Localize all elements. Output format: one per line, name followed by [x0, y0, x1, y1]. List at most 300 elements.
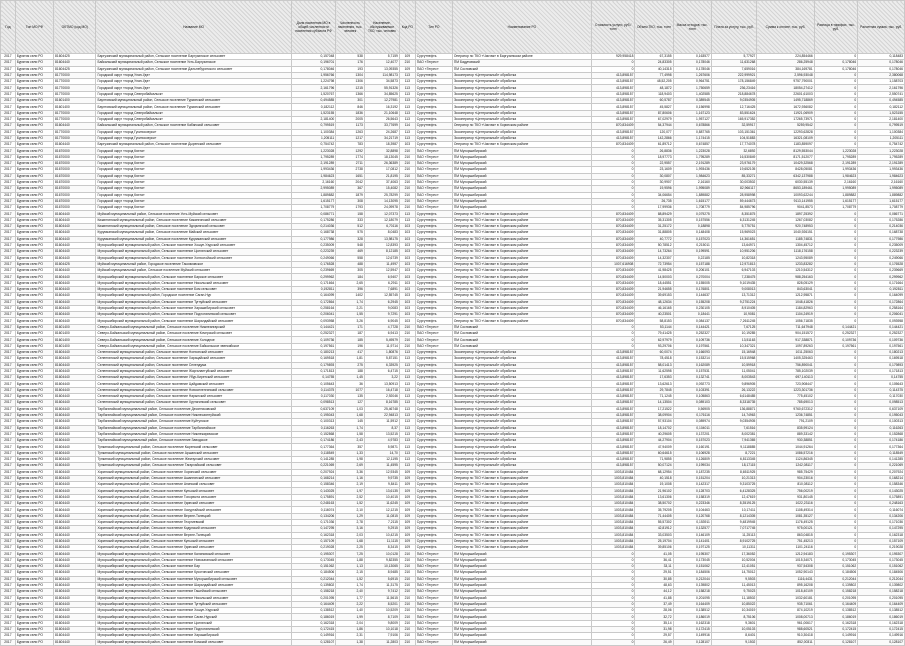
table-cell[interactable]: 0 [814, 444, 858, 450]
table-cell[interactable]: Экооператор «Центральный» обработка [452, 375, 591, 381]
table-cell[interactable]: 1,993436 [814, 167, 858, 173]
table-cell[interactable]: 8428,05081 [757, 167, 814, 173]
table-cell[interactable]: 1793 [336, 205, 365, 211]
table-cell[interactable]: 7,9106 [364, 633, 399, 639]
table-cell[interactable]: Сургутнефть [415, 123, 452, 129]
table-cell[interactable]: Сургутнефть [415, 381, 452, 387]
table-cell[interactable]: 0,252327 [291, 331, 336, 337]
table-cell[interactable]: Сургутнефть [415, 91, 452, 97]
table-cell[interactable]: 0,138512 [291, 608, 336, 614]
table-cell[interactable]: 961,00617 [757, 620, 814, 626]
table-cell[interactable]: 12,07373 [364, 211, 399, 217]
table-cell[interactable]: 0,186019 [814, 614, 858, 620]
table-cell[interactable]: 2017 [1, 280, 16, 286]
table-cell[interactable]: 413,898157 [591, 444, 635, 450]
table-cell[interactable]: 103 [399, 224, 415, 230]
table-cell[interactable]: 13,61306 [635, 494, 673, 500]
table-cell[interactable]: 0,182112 [858, 104, 905, 110]
table-cell[interactable]: 81670000 [54, 154, 96, 160]
table-cell[interactable]: Бурятия сели РО [15, 438, 53, 444]
table-cell[interactable]: Баргузинский муниципальный район, Сельское поселение Дальнебурятского сельсовет [96, 66, 291, 72]
table-cell[interactable]: 756,00219 [757, 488, 814, 494]
table-cell[interactable]: 2017 [1, 186, 16, 192]
table-cell[interactable]: 1,81 [336, 356, 365, 362]
table-cell[interactable]: 357 [336, 444, 365, 450]
table-cell[interactable]: 870,834409 [591, 293, 635, 299]
table-cell[interactable]: 26,13222 [711, 387, 757, 393]
table-cell[interactable]: Бурятия сели РО [15, 236, 53, 242]
table-cell[interactable]: 0,106928 [673, 450, 711, 456]
table-cell[interactable]: 109 [399, 494, 415, 500]
table-cell[interactable]: 5259,9542 [757, 123, 814, 129]
table-cell[interactable]: 0,139802 [814, 582, 858, 588]
table-cell[interactable]: ПМ Сосновский [452, 324, 591, 330]
table-cell[interactable]: Оператор по ТКО «Чистая» в Хоринском районе [452, 236, 591, 242]
table-cell[interactable]: Муйский муниципальный район, Городское поселение Таксимовское [96, 261, 291, 267]
table-cell[interactable]: Бурятия сели РО [15, 331, 53, 337]
table-cell[interactable]: 9,2915 [364, 526, 399, 532]
table-cell[interactable]: 0 [814, 368, 858, 374]
table-cell[interactable]: 14,361651 [711, 236, 757, 242]
table-cell[interactable]: 413,898157 [591, 368, 635, 374]
table-cell[interactable]: 0,158218 [291, 589, 336, 595]
table-cell[interactable]: Мухоршибирский муниципальный район, Городское поселение Саган-Нур [96, 293, 291, 299]
table-cell[interactable]: 1,615177 [291, 198, 336, 204]
table-cell[interactable]: 0 [814, 450, 858, 456]
table-cell[interactable]: 0,128703 [673, 488, 711, 494]
table-cell[interactable]: 3,26 [336, 318, 365, 324]
table-cell[interactable]: Оператор по ТКО «Чистая» в Хоринском районе [452, 526, 591, 532]
table-cell[interactable]: ПМ Мухоршибирский [452, 627, 591, 633]
table-cell[interactable]: 113 [399, 457, 415, 463]
table-cell[interactable]: Бурятия сели РО [15, 368, 53, 374]
table-cell[interactable]: 8129,553044 [757, 148, 814, 154]
table-cell[interactable]: 0 [591, 192, 635, 198]
table-cell[interactable]: 413,898157 [591, 110, 635, 116]
table-cell[interactable]: 2017 [1, 85, 16, 91]
table-cell[interactable]: 1108,49314 [757, 507, 814, 513]
table-cell[interactable]: 81604440 [54, 236, 96, 242]
table-cell[interactable]: 1304,45712 [757, 242, 814, 248]
table-cell[interactable]: 18054,27412 [757, 85, 814, 91]
table-cell[interactable]: 0,171813 [291, 368, 336, 374]
table-cell[interactable]: 413,898157 [591, 85, 635, 91]
column-header[interactable]: Сумма к оплате, тыс. руб. [757, 1, 814, 54]
table-cell[interactable]: Городской округ «город Северобайкальск» [96, 91, 291, 97]
table-cell[interactable]: 0,109736 [291, 337, 336, 343]
table-cell[interactable]: 6,4128325 [711, 488, 757, 494]
table-cell[interactable]: 0,118549 [858, 450, 905, 456]
table-cell[interactable]: 1,995089 [858, 186, 905, 192]
table-cell[interactable]: Хоринский муниципальный район, Сельское поселение Верхне-Талецкий [96, 532, 291, 538]
table-cell[interactable]: Тункинский муниципальный район, Сельское поселение Кыренский сельсовет [96, 444, 291, 450]
table-cell[interactable]: 0,197125 [673, 545, 711, 551]
table-cell[interactable]: Оператор по ТКО «Чистая» в Хоринском районе [452, 501, 591, 507]
table-cell[interactable]: 113 [399, 375, 415, 381]
table-cell[interactable]: Северо-Байкальский муниципальный район, Сельское поселение Кичерский сельсовет [96, 331, 291, 337]
table-cell[interactable]: Северо-Байкальский муниципальный район, Сельское поселение Нижнеангарский [96, 324, 291, 330]
table-cell[interactable]: 0,157556 [673, 217, 711, 223]
table-cell[interactable]: 0 [591, 627, 635, 633]
table-cell[interactable]: Мухоршибирский муниципальный район, Сельское поселение Бом сельсовет [96, 286, 291, 292]
table-cell[interactable]: 11,5912 [364, 419, 399, 425]
table-cell[interactable]: 1,708779 [673, 205, 711, 211]
table-cell[interactable]: Тарбагатайский муниципальный район, Сельское поселение Нижнежиримское [96, 431, 291, 437]
table-cell[interactable]: 113 [399, 444, 415, 450]
table-cell[interactable]: Городской округ «город Кяхта» [96, 198, 291, 204]
table-cell[interactable]: 0 [814, 110, 858, 116]
table-cell[interactable]: Бурятия сели РО [15, 501, 53, 507]
table-cell[interactable]: 224,854466 [757, 54, 814, 60]
table-cell[interactable]: 21,96102 [635, 488, 673, 494]
table-cell[interactable]: 236,23416 [711, 85, 757, 91]
table-cell[interactable]: 723,908447 [757, 381, 814, 387]
table-cell[interactable]: 22601,61003 [757, 91, 814, 97]
table-cell[interactable]: 23,1609 [635, 167, 673, 173]
table-cell[interactable]: Сургутнефть [415, 425, 452, 431]
table-cell[interactable]: 0,172864 [291, 299, 336, 305]
table-cell[interactable]: 0 [591, 343, 635, 349]
table-cell[interactable]: 1,16 [336, 475, 365, 481]
column-header[interactable]: Код РО [399, 1, 415, 54]
table-cell[interactable]: 0 [591, 60, 635, 66]
table-cell[interactable]: Мухоршибирский муниципальный район, Сельское поселение Новозаганский сельсовет [96, 557, 291, 563]
table-cell[interactable]: 2017 [1, 305, 16, 311]
table-cell[interactable]: 785,69013 [757, 400, 814, 406]
table-cell[interactable]: 14,32307 [635, 255, 673, 261]
table-cell[interactable]: 8,3519125 [711, 501, 757, 507]
table-cell[interactable]: 985,75429 [757, 469, 814, 475]
table-cell[interactable]: 413,898157 [591, 349, 635, 355]
table-cell[interactable]: 2017 [1, 154, 16, 160]
table-cell[interactable]: 1,750659 [673, 85, 711, 91]
table-cell[interactable]: 0 [814, 217, 858, 223]
table-cell[interactable]: 185 [336, 337, 365, 343]
table-cell[interactable]: Бурятия сели РО [15, 337, 53, 343]
table-cell[interactable]: ПМ Сосновский [452, 66, 591, 72]
table-cell[interactable]: 0,120768 [673, 513, 711, 519]
table-cell[interactable]: Городской округ «город Кяхта» [96, 173, 291, 179]
table-cell[interactable]: 2017 [1, 412, 16, 418]
table-cell[interactable]: Бурятия сели РО [15, 161, 53, 167]
table-cell[interactable]: Сургутнефть [415, 469, 452, 475]
table-cell[interactable]: Сургутнефть [415, 450, 452, 456]
table-cell[interactable]: Бурятия сели РО [15, 419, 53, 425]
table-cell[interactable]: 85,33271 [711, 173, 757, 179]
table-cell[interactable]: 0 [591, 589, 635, 595]
column-header[interactable]: Разница в тарифах, тыс. руб. [814, 1, 858, 54]
table-cell[interactable]: Мухоршибирский муниципальный район, Сельское поселение Хошун-Узурский [96, 608, 291, 614]
table-cell[interactable]: Бурятия сели РО [15, 469, 53, 475]
table-cell[interactable]: 0,799519 [858, 123, 905, 129]
table-cell[interactable]: 0 [814, 135, 858, 141]
table-cell[interactable]: 14,13504 [635, 400, 673, 406]
table-cell[interactable]: 1,708779 [858, 205, 905, 211]
table-cell[interactable]: 54,37944 [635, 123, 673, 129]
table-cell[interactable]: Мухоршибирский муниципальный район, Сельское поселение Харашибирский [96, 633, 291, 639]
table-cell[interactable]: 2017 [1, 148, 16, 154]
table-cell[interactable]: Бурятия сели РО [15, 104, 53, 110]
table-cell[interactable]: 0,197561 [291, 343, 336, 349]
table-cell[interactable]: 0,128107 [814, 639, 858, 645]
table-cell[interactable]: 9,1502 [711, 639, 757, 645]
table-cell[interactable]: 2,21 [336, 305, 365, 311]
table-cell[interactable]: 82,966117 [711, 186, 757, 192]
table-cell[interactable]: 0,143025 [858, 488, 905, 494]
table-cell[interactable]: 9,7291 [364, 312, 399, 318]
table-cell[interactable]: 863,04815 [757, 532, 814, 538]
table-cell[interactable]: 88,89429 [635, 211, 673, 217]
table-cell[interactable]: 0,182112 [291, 104, 336, 110]
table-cell[interactable]: 1,68 [336, 538, 365, 544]
table-cell[interactable]: 0,158346 [858, 482, 905, 488]
table-cell[interactable]: 2017 [1, 230, 16, 236]
table-cell[interactable]: 81604440 [54, 142, 96, 148]
table-cell[interactable]: 0,637109 [291, 406, 336, 412]
table-cell[interactable]: 0,186019 [673, 614, 711, 620]
table-cell[interactable]: 103 [399, 255, 415, 261]
table-cell[interactable]: 2017 [1, 576, 16, 582]
table-cell[interactable]: 81604440 [54, 400, 96, 406]
table-cell[interactable]: 1040,926151 [757, 230, 814, 236]
table-cell[interactable]: 0 [591, 595, 635, 601]
table-cell[interactable]: 0,179893 [858, 362, 905, 368]
table-cell[interactable]: 109 [399, 475, 415, 481]
table-cell[interactable]: 10,82318 [711, 255, 757, 261]
table-cell[interactable]: 210 [399, 173, 415, 179]
table-cell[interactable]: 81604440 [54, 242, 96, 248]
table-cell[interactable]: 0,168738 [858, 230, 905, 236]
table-cell[interactable]: Экооператор «Центральный» обработка [452, 368, 591, 374]
table-cell[interactable]: 0,258164 [858, 305, 905, 311]
table-cell[interactable]: 0,184506 [291, 570, 336, 576]
table-cell[interactable]: Сургутнефть [415, 545, 452, 551]
table-cell[interactable]: 9,008013 [711, 286, 757, 292]
table-cell[interactable]: 0,144421 [673, 324, 711, 330]
table-cell[interactable]: 15,16948 [711, 349, 757, 355]
table-cell[interactable]: Сургутнефть [415, 532, 452, 538]
table-cell[interactable]: Бурятия сели РО [15, 261, 53, 267]
table-cell[interactable]: 12,716425 [711, 104, 757, 110]
table-cell[interactable]: Муйский муниципальный район, Сельское поселение Муйский сельсовет [96, 268, 291, 274]
table-cell[interactable]: 413,898157 [591, 400, 635, 406]
table-cell[interactable]: 31,25172 [635, 224, 673, 230]
table-cell[interactable]: 8,3415 [364, 545, 399, 551]
table-cell[interactable]: Мухоршибирский муниципальный район, Сельское поселение Тугнуйский сельсовет [96, 299, 291, 305]
table-cell[interactable]: 16,530849 [711, 154, 757, 160]
table-cell[interactable]: 2,161796 [291, 85, 336, 91]
table-cell[interactable]: 0,178046 [673, 66, 711, 72]
table-cell[interactable]: 18,17115 [711, 463, 757, 469]
table-cell[interactable]: 0,299962 [291, 274, 336, 280]
table-cell[interactable]: 0 [814, 482, 858, 488]
table-cell[interactable]: 0 [814, 438, 858, 444]
table-cell[interactable]: 81604440 [54, 438, 96, 444]
column-header[interactable]: Название МО [96, 1, 291, 54]
table-cell[interactable]: 2017 [1, 349, 16, 355]
table-cell[interactable]: 2017 [1, 79, 16, 85]
table-cell[interactable]: 25,78299 [364, 192, 399, 198]
table-cell[interactable]: 8653,189461 [757, 186, 814, 192]
table-cell[interactable]: 6,4715 [364, 368, 399, 374]
table-cell[interactable]: 2,191289 [858, 161, 905, 167]
table-cell[interactable]: 2017 [1, 507, 16, 513]
table-cell[interactable]: 113 [399, 104, 415, 110]
table-cell[interactable]: Бурятия сели РО [15, 299, 53, 305]
table-cell[interactable]: 17,99936 [635, 205, 673, 211]
table-cell[interactable]: 0,162318 [291, 620, 336, 626]
table-cell[interactable]: 11,9714 [364, 343, 399, 349]
table-cell[interactable]: 2,92046 [364, 394, 399, 400]
table-cell[interactable]: 1,523155 [291, 110, 336, 116]
table-cell[interactable]: 1,615177 [858, 198, 905, 204]
table-cell[interactable]: 14,70 [364, 450, 399, 456]
table-cell[interactable]: 19,1008 [635, 482, 673, 488]
table-cell[interactable]: 413,898157 [591, 394, 635, 400]
table-cell[interactable]: Сургутнефть [415, 217, 452, 223]
table-cell[interactable]: 1003,810484 [591, 475, 635, 481]
table-cell[interactable]: 9,9735 [364, 475, 399, 481]
table-cell[interactable]: 413,898157 [591, 438, 635, 444]
table-cell[interactable]: Сургутнефть [415, 457, 452, 463]
table-cell[interactable]: 72,73954 [635, 261, 673, 267]
table-cell[interactable]: 25,46748 [364, 406, 399, 412]
table-cell[interactable]: 113 [399, 425, 415, 431]
table-cell[interactable]: Бурятия сели РО [15, 318, 53, 324]
table-cell[interactable]: 910,30418 [757, 633, 814, 639]
table-cell[interactable]: 1,956766 [291, 72, 336, 78]
table-cell[interactable]: ПАО «Тегрес» [415, 582, 452, 588]
table-cell[interactable]: 0,754742 [858, 142, 905, 148]
table-cell[interactable]: 0,157188 [673, 261, 711, 267]
table-cell[interactable]: 0,157109 [858, 538, 905, 544]
table-cell[interactable]: Сургутнефть [415, 54, 452, 60]
table-cell[interactable]: 1292 [336, 148, 365, 154]
table-cell[interactable]: Бурятия сели РО [15, 532, 53, 538]
table-cell[interactable]: Бурятия сели РО [15, 186, 53, 192]
table-cell[interactable]: 81604440 [54, 375, 96, 381]
table-cell[interactable]: 103,151361 [711, 129, 757, 135]
table-cell[interactable]: 0 [591, 601, 635, 607]
table-cell[interactable]: ПАО «Тегрес» [415, 564, 452, 570]
table-cell[interactable]: 0 [591, 551, 635, 557]
table-cell[interactable]: 0,149916 [673, 633, 711, 639]
table-cell[interactable]: 1,38 [336, 639, 365, 645]
table-cell[interactable]: 0,146109 [673, 532, 711, 538]
table-cell[interactable]: 6,947103 [711, 268, 757, 274]
table-cell[interactable]: 1,889882 [291, 192, 336, 198]
column-header[interactable]: Доля населения МО в общей численности населения субъекта РФ [291, 1, 336, 54]
table-cell[interactable]: 57,93104 [635, 419, 673, 425]
table-cell[interactable]: 113 [399, 400, 415, 406]
table-cell[interactable]: 0 [591, 576, 635, 582]
table-cell[interactable]: 935,71061 [757, 601, 814, 607]
table-cell[interactable]: ПМ Сосновский [452, 331, 591, 337]
table-cell[interactable]: 7,61516 [711, 425, 757, 431]
table-cell[interactable]: Байкальский муниципальный район, Сельское поселение Усть-Баргузинское [96, 60, 291, 66]
table-cell[interactable]: 29,57 [635, 633, 673, 639]
table-cell[interactable]: 21,10648 [364, 110, 399, 116]
table-cell[interactable]: 81604440 [54, 431, 96, 437]
table-cell[interactable]: 113 [399, 381, 415, 387]
table-cell[interactable]: Сургутнефть [415, 431, 452, 437]
table-cell[interactable]: Бурятия сели РО [15, 444, 53, 450]
table-cell[interactable]: 413,898157 [591, 406, 635, 412]
table-cell[interactable]: 0,169518 [291, 356, 336, 362]
table-cell[interactable]: Бурятия сели РО [15, 324, 53, 330]
table-cell[interactable]: ПАО «Тегрес» [415, 186, 452, 192]
table-cell[interactable]: Сургутнефть [415, 286, 452, 292]
table-cell[interactable]: Мухоршибирский муниципальный район, Сельское поселение Харашибирский сельсовет [96, 305, 291, 311]
table-cell[interactable]: 40,29605 [635, 431, 673, 437]
table-cell[interactable]: 0,964751 [673, 79, 711, 85]
table-cell[interactable]: 1,984623 [673, 173, 711, 179]
table-cell[interactable]: 1,86 [336, 627, 365, 633]
table-cell[interactable]: Оператор по ТКО «Чистая» в Хоринском районе [452, 217, 591, 223]
table-cell[interactable]: 165,917352 [711, 116, 757, 122]
table-cell[interactable]: 113 [399, 412, 415, 418]
table-cell[interactable]: 0,141401 [673, 538, 711, 544]
table-cell[interactable]: 210 [399, 154, 415, 160]
table-cell[interactable]: 2017 [1, 564, 16, 570]
table-cell[interactable]: 79,41425 [635, 331, 673, 337]
table-cell[interactable]: 0 [814, 381, 858, 387]
table-cell[interactable]: 103 [399, 286, 415, 292]
table-cell[interactable]: 2017 [1, 375, 16, 381]
table-cell[interactable]: 0 [814, 129, 858, 135]
table-cell[interactable]: 0,212044 [814, 576, 858, 582]
table-cell[interactable]: 81604440 [54, 582, 96, 588]
table-cell[interactable]: 2,191289 [291, 161, 336, 167]
table-cell[interactable]: 10,11311 [711, 545, 757, 551]
table-cell[interactable]: 0 [591, 154, 635, 160]
table-cell[interactable]: 1,80876 [364, 349, 399, 355]
table-cell[interactable]: 2017 [1, 337, 16, 343]
table-cell[interactable]: 0 [814, 375, 858, 381]
table-cell[interactable]: 0,158218 [673, 589, 711, 595]
table-cell[interactable]: 1,40 [336, 608, 365, 614]
table-cell[interactable]: 103 [399, 274, 415, 280]
table-cell[interactable]: 0,178046 [814, 60, 858, 66]
table-cell[interactable]: 0,168214 [291, 475, 336, 481]
table-cell[interactable]: 10,21313 [711, 475, 757, 481]
table-cell[interactable]: 46,16165 [635, 305, 673, 311]
table-cell[interactable]: 210 [399, 614, 415, 620]
table-cell[interactable]: 413,898157 [591, 381, 635, 387]
table-cell[interactable]: 0,160191 [673, 444, 711, 450]
table-cell[interactable]: 127 [336, 400, 365, 406]
table-cell[interactable]: Городской округ «город Кяхта» [96, 186, 291, 192]
table-cell[interactable]: Бурятия сели РО [15, 224, 53, 230]
table-cell[interactable]: ПМ Мухоршибирский [452, 576, 591, 582]
table-cell[interactable]: Сургутнефть [415, 356, 452, 362]
table-cell[interactable]: Бурятия сели РО [15, 129, 53, 135]
table-cell[interactable]: 9,0083 [364, 305, 399, 311]
table-cell[interactable]: 104,51883 [711, 135, 757, 141]
table-cell[interactable]: 1,795289 [814, 154, 858, 160]
table-cell[interactable]: 81604440 [54, 349, 96, 355]
table-cell[interactable]: Оператор по ТКО «Чистая» в Хоринском районе [452, 230, 591, 236]
table-cell[interactable]: 44,12 [635, 589, 673, 595]
table-cell[interactable]: 34,85625 [364, 91, 399, 97]
table-cell[interactable]: 2,181400 [291, 116, 336, 122]
table-cell[interactable]: 0,173045 [673, 557, 711, 563]
table-cell[interactable]: 0,223239 [858, 249, 905, 255]
table-cell[interactable]: 1048,41826 [757, 299, 814, 305]
table-cell[interactable]: 103 [399, 280, 415, 286]
table-cell[interactable]: ПАО «Тегрес» [415, 639, 452, 645]
table-cell[interactable]: 843,63041 [757, 286, 814, 292]
